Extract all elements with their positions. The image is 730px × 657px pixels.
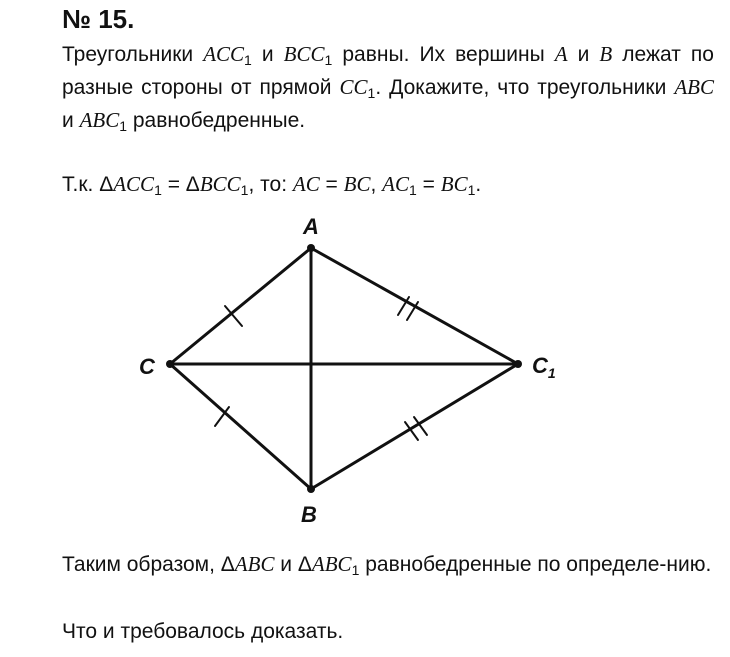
- problem-number: № 15.: [62, 4, 135, 34]
- side-bc: [170, 364, 311, 489]
- side-bc1: [311, 364, 518, 489]
- qed-statement: Что и требовалось доказать.: [62, 620, 344, 643]
- problem-statement: Треугольники $ACC_1$ и $BCC_1$ равны. Их вершины A и B лежат по разные стороны от прямой $CC_1$. Докажите, что треугольники ABC и $ABC_1$ равнобедренные.: [62, 42, 714, 134]
- vertex-label-c: C: [139, 354, 155, 379]
- vertex-label-c1: $C_1$: [532, 353, 556, 381]
- vertex-label-a: A: [303, 214, 319, 239]
- vertex-c1-dot: [514, 360, 522, 368]
- vertex-b-dot: [307, 485, 315, 493]
- given-equalities: Т.к. $\Delta ACC_1 = \Delta BCC_1$, то: AC = BC, $AC_1 = BC_1$.: [62, 172, 482, 198]
- vertex-a-dot: [307, 244, 315, 252]
- side-ac: [170, 248, 311, 364]
- vertex-label-b: B: [301, 502, 317, 527]
- conclusion: Таким образом, ΔABC и $\Delta ABC_1$ равнобедренные по определе-нию.: [62, 552, 712, 578]
- vertex-c-dot: [166, 360, 174, 368]
